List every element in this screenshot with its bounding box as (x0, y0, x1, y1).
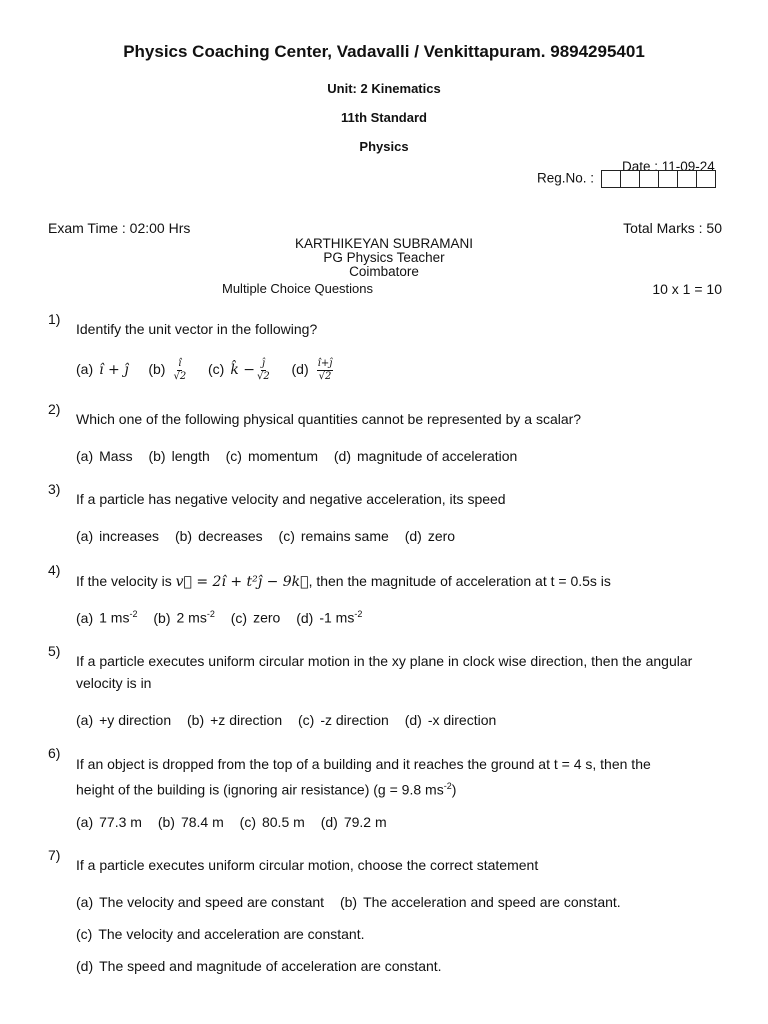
question-text-part: , then the magnitude of acceleration at t = 0.5s is (308, 573, 611, 589)
option-text: zero (427, 528, 456, 544)
question-number: 1) (48, 311, 61, 327)
option-label: (d) (404, 528, 422, 544)
question-text-line: If an object is dropped from the top of a building and it reaches the ground at t = 4 s, then the (76, 756, 651, 772)
option-text: magnitude of acceleration (357, 448, 518, 464)
question-options (76, 814, 387, 830)
question-text-part: ) (451, 781, 457, 798)
option-text: length (171, 448, 210, 464)
option-text: The speed and magnitude of acceleration are constant. (99, 958, 442, 974)
option-label: (a) (76, 894, 94, 910)
option-label: (c) (230, 609, 248, 626)
reg-box (677, 170, 697, 188)
standard-heading: 11th Standard (341, 110, 427, 125)
option-label: (d) (76, 958, 94, 974)
option-label: (a) (76, 361, 94, 378)
option-fraction (257, 358, 270, 383)
reg-no (537, 170, 716, 188)
section-title: Multiple Choice Questions (222, 281, 374, 296)
question-number: 7) (48, 847, 61, 863)
option-text: 79.2 m (343, 814, 387, 830)
option-text: +y direction (99, 712, 172, 728)
question-number: 2) (48, 401, 61, 417)
option-label: (c) (239, 814, 256, 830)
option-label: (b) (157, 814, 175, 830)
option-text: The acceleration and speed are constant. (363, 894, 621, 910)
option-label: (a) (76, 448, 94, 464)
question-options (76, 358, 335, 383)
option-text: momentum (247, 448, 318, 464)
reg-no-boxes (602, 170, 716, 188)
option-text: 77.3 m (99, 814, 142, 830)
question-text: Which one of the following physical quantities cannot be represented by a scalar? (76, 411, 582, 427)
option-superscript: -2 (354, 609, 363, 619)
reg-box (620, 170, 640, 188)
option-text: -x direction (427, 712, 497, 728)
option-label: (c) (208, 361, 225, 378)
fraction-numerator: î (178, 358, 182, 369)
subject-heading: Physics (359, 139, 409, 154)
reg-box (601, 170, 621, 188)
fraction-numerator: ĵ (261, 358, 265, 369)
question-text: If a particle executes uniform circular motion in the xy plane in clock wise direction, then the angular velocity is in (76, 653, 693, 691)
option-text: 78.4 m (180, 814, 224, 830)
option-text: 1 ms (99, 609, 130, 626)
question-number: 3) (48, 481, 61, 497)
option-text: zero (253, 609, 281, 626)
option-label: (a) (76, 712, 94, 728)
option-label: (a) (76, 609, 94, 626)
option-label: (b) (339, 894, 358, 910)
option-label: (b) (148, 448, 166, 464)
question-text: Identify the unit vector in the following? (76, 321, 318, 337)
reg-no-label: Reg.No. : (537, 170, 595, 186)
option-label: (a) (76, 528, 94, 544)
option-label: (d) (404, 712, 422, 728)
teacher-name: KARTHIKEYAN SUBRAMANI (294, 236, 474, 251)
question-text: If a particle executes uniform circular motion, choose the correct statement (76, 857, 539, 873)
velocity-equation: v⃗ = 2î + t²ĵ − 9k⃗ (175, 574, 309, 590)
option-label: (c) (278, 528, 295, 544)
section-marks: 10 x 1 = 10 (652, 281, 722, 297)
question-options (76, 894, 621, 910)
question-options (76, 712, 496, 728)
question-text (76, 570, 716, 593)
option-text: -1 ms (319, 609, 355, 626)
reg-box (658, 170, 678, 188)
option-text: +z direction (210, 712, 283, 728)
option-label: (c) (225, 448, 242, 464)
teacher-block (0, 237, 768, 279)
exam-time: Exam Time : 02:00 Hrs (48, 220, 191, 236)
option-label: (a) (76, 814, 94, 830)
option-label: (c) (76, 926, 93, 942)
question-number: 4) (48, 562, 61, 578)
question-text (76, 753, 716, 801)
option-superscript: -2 (129, 609, 138, 619)
question-number: 5) (48, 643, 61, 659)
option-label: (b) (174, 528, 193, 544)
question-options (76, 609, 362, 626)
question-options (76, 958, 442, 974)
reg-box (696, 170, 716, 188)
fraction-denominator: √2 (318, 371, 332, 382)
option-math: î + ĵ (99, 362, 129, 379)
question-superscript: -2 (443, 781, 452, 791)
option-text: 80.5 m (261, 814, 305, 830)
question-number: 6) (48, 745, 61, 761)
question-options (76, 528, 455, 544)
exam-date: Date : 11-09-24 (622, 159, 715, 174)
option-text: increases (99, 528, 160, 544)
option-label: (b) (153, 609, 171, 626)
teacher-role: PG Physics Teacher (323, 250, 445, 265)
question-options (76, 448, 517, 464)
question-options (76, 926, 364, 942)
option-label: (d) (291, 361, 309, 378)
option-text: remains same (300, 528, 389, 544)
fraction-denominator: √2 (173, 371, 187, 382)
option-label: (d) (296, 609, 314, 626)
option-text: The velocity and acceleration are constant. (98, 926, 365, 942)
question-text: If a particle has negative velocity and negative acceleration, its speed (76, 491, 506, 507)
option-text: -z direction (320, 712, 389, 728)
fraction-denominator: √2 (257, 371, 270, 382)
option-superscript: -2 (206, 609, 215, 619)
option-text: Mass (99, 448, 133, 464)
question-text-part: If the velocity is (76, 573, 172, 589)
option-fraction (317, 358, 334, 383)
option-label: (d) (320, 814, 338, 830)
option-text: 2 ms (176, 609, 207, 626)
total-marks: Total Marks : 50 (623, 220, 722, 236)
option-label: (b) (148, 361, 166, 378)
question-text-line (76, 775, 716, 801)
document-title: Physics Coaching Center, Vadavalli / Venkittapuram. 9894295401 (123, 42, 645, 61)
option-label: (b) (187, 712, 205, 728)
option-math: k̂ − (230, 362, 255, 379)
fraction-numerator: î+ĵ (317, 358, 333, 369)
reg-box (639, 170, 659, 188)
option-label: (d) (333, 448, 352, 464)
option-label: (c) (298, 712, 315, 728)
unit-heading: Unit: 2 Kinematics (327, 81, 441, 96)
question-text-part: height of the building is (ignoring air resistance) (g = 9.8 ms (76, 781, 444, 798)
option-text: decreases (198, 528, 263, 544)
option-fraction (173, 358, 186, 383)
option-text: The velocity and speed are constant (99, 894, 325, 910)
teacher-place: Coimbatore (349, 264, 419, 279)
